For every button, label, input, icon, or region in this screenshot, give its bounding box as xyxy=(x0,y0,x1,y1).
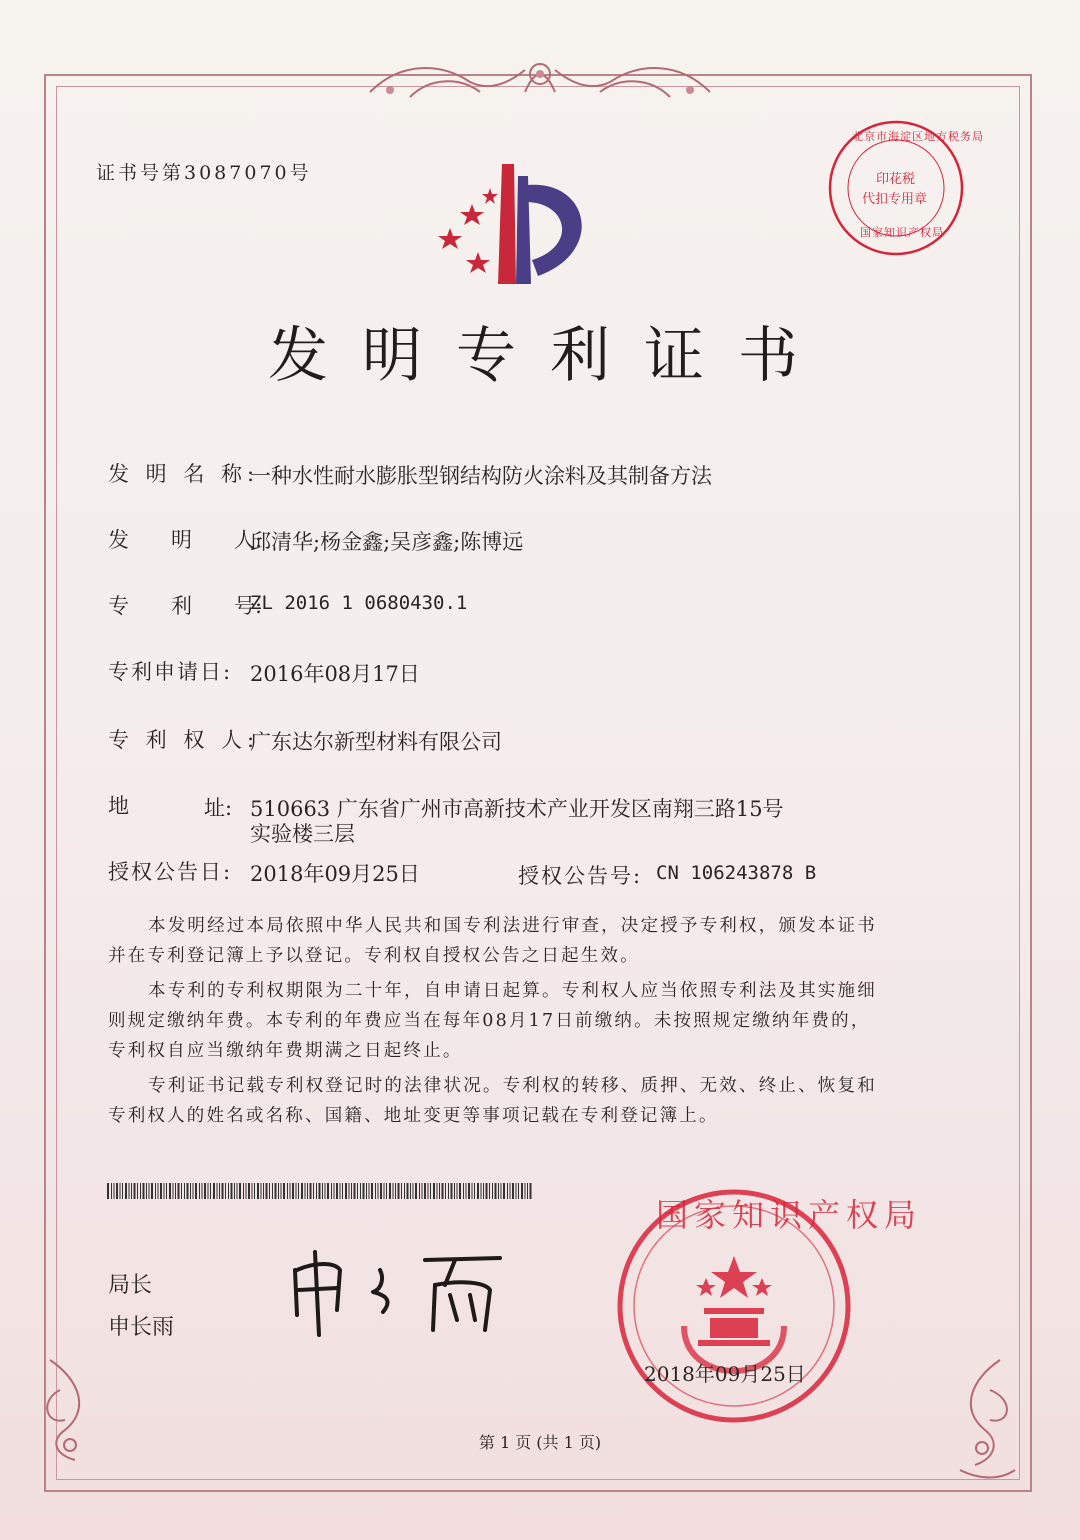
patent-number: ZL 2016 1 0680430.1 xyxy=(250,592,468,614)
tax-stamp-bottom: 国家知识产权局 xyxy=(860,226,944,239)
body-line: 则规定缴纳年费。本专利的年费应当在每年08月17日前缴纳。未按照规定缴纳年费的， xyxy=(108,1011,871,1031)
patentee-label: 专 利 权 人: xyxy=(108,728,260,752)
filing-date-label: 专利申请日: xyxy=(108,660,233,684)
body-line: 本专利的专利权期限为二十年，自申请日起算。专利权人应当依照专利法及其实施细 xyxy=(148,981,877,1001)
patent-office-logo xyxy=(428,156,618,296)
body-line: 专利证书记载专利权登记时的法律状况。专利权的转移、质押、无效、终止、恢复和 xyxy=(148,1076,877,1096)
tax-stamp-center-1: 印花税 xyxy=(876,172,916,187)
invention-name: 一种水性耐水膨胀型钢结构防火涂料及其制备方法 xyxy=(250,464,712,488)
inventors: 邱清华;杨金鑫;吴彦鑫;陈博远 xyxy=(250,530,524,554)
director-title: 局长 xyxy=(108,1273,153,1298)
seal-date: 2018年09月25日 xyxy=(644,1362,806,1386)
body-line: 本发明经过本局依照中华人民共和国专利法进行审查，决定授予专利权，颁发本证书 xyxy=(148,916,877,936)
grant-number-label: 授权公告号: xyxy=(518,864,643,888)
bottom-right-ornament xyxy=(930,1350,1030,1490)
tax-stamp xyxy=(826,118,984,258)
address-label-1: 地 xyxy=(108,794,129,818)
grant-date-label: 授权公告日: xyxy=(108,860,233,884)
body-line: 专利权自应当缴纳年费期满之日起终止。 xyxy=(108,1041,463,1061)
patent-number-label: 专 利 号: xyxy=(108,594,263,618)
grant-number: CN 106243878 B xyxy=(656,862,817,884)
invention-name-label: 发 明 名 称: xyxy=(108,462,260,486)
address-line-2: 实验楼三层 xyxy=(250,822,355,846)
barcode xyxy=(107,1183,533,1199)
seal-text: 国家知识产权局 xyxy=(656,1196,923,1234)
address-label-2: 址: xyxy=(204,796,233,820)
tax-stamp-center-2: 代扣专用章 xyxy=(862,192,928,207)
handwritten-signature xyxy=(285,1240,515,1340)
director-name: 申长雨 xyxy=(108,1315,175,1340)
grant-date: 2018年09月25日 xyxy=(250,862,420,886)
tax-stamp-text: 北京市海淀区地方税务局 xyxy=(852,130,984,143)
filing-date: 2016年08月17日 xyxy=(250,662,420,686)
certificate-number: 证书号第3087070号 xyxy=(96,162,312,184)
body-line: 并在专利登记簿上予以登记。专利权自授权公告之日起生效。 xyxy=(108,946,640,966)
patentee: 广东达尔新型材料有限公司 xyxy=(250,730,502,754)
address-line-1: 510663 广东省广州市高新技术产业开发区南翔三路15号 xyxy=(250,797,784,821)
certificate-title: 发明专利证书 xyxy=(268,321,832,391)
body-line: 专利权人的姓名或名称、国籍、地址变更等事项记载在专利登记簿上。 xyxy=(108,1106,719,1126)
page-number: 第 1 页 (共 1 页) xyxy=(478,1433,602,1452)
official-seal xyxy=(614,1186,923,1426)
inventors-label: 发 明 人: xyxy=(108,528,263,552)
top-ornament xyxy=(350,52,730,112)
